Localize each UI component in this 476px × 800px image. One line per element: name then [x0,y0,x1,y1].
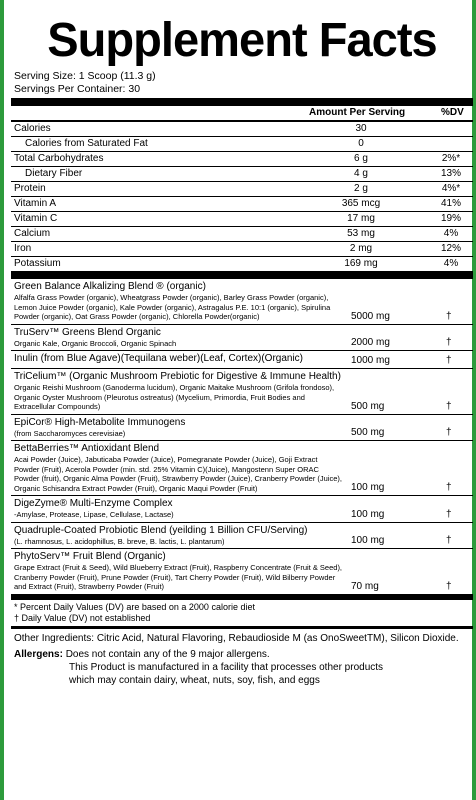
nutrient-dv: 2%* [441,153,461,164]
blend-title: TriCelium™ (Organic Mushroom Prebiotic for Digestive & Immune Health) [14,371,341,382]
nutrient-label: Dietary Fiber [25,168,83,179]
nutrient-row [11,167,473,182]
blend-title: DigeZyme® Multi-Enzyme Complex [14,498,173,509]
divider-thick [11,272,473,279]
blend-dv: † [446,400,452,412]
nutrient-row [11,257,473,272]
allergens [14,648,473,661]
nutrient-label: Total Carbohydrates [14,153,104,164]
nutrient-row [11,182,473,197]
nutrient-row [11,212,473,227]
nutrient-label: Vitamin A [14,198,57,209]
blend-ingredients: -Amylase, Protease, Lipase, Cellulase, Lactase) [14,510,174,519]
blend-ingredients: Alfalfa Grass Powder (organic), Wheatgrass Powder (organic), Barley Grass Powder (organic), Lemon Juice Powder (organic), Kale Powder (organic), Astragalus P.E. 10:1 (organic), Spirulina Powder (organic), Oat Grass Powder (organic), Chlorella Powder(organic) [14,293,331,321]
nutrient-dv: 4%* [441,183,461,194]
blend-ingredients: Grape Extract (Fruit & Seed), Wild Blueberry Extract (Fruit), Raspberry Concentrate (Fruit & Seed), Cranberry Powder (Fruit), Prune Powder (Fruit), Tart Cherry Powder (Fruit), Wild Bilberry Powder and Extract (Fruit), Strawberry Powder (Fruit) [14,563,343,591]
nutrient-amount: 30 [355,123,367,134]
blend-ingredients: Acai Powder (Juice), Jabuticaba Powder (Juice), Pomegranate Powder (Juice), Goji Extract Powder (Fruit), Acerola Powder (min. std. 25% Vitamin C)(Juice), Mangostenn Super ORAC Powder (fruit), Organic Alma Powder (Fruit), Strawberry Powder (Juice), Cranberry Powder (Juice), Organic Schisandra Extract Powder (Fruit), Organic Maqui Powder (Fruit) [14,455,343,493]
nutrient-row [11,137,473,152]
footnote-dagger: † Daily Value (DV) not established [14,612,151,623]
blend-row [11,369,473,415]
blend-dv: † [446,508,452,520]
nutrient-row [11,122,473,137]
blend-dv: † [446,482,452,493]
dv-header: %DV [441,107,464,118]
nutrient-amount: 0 [358,138,364,149]
blend-title: Inulin (from Blue Agave)(Tequilana weber)(Leaf, Cortex)(Organic) [14,353,304,364]
allergens-label: Allergens: [14,648,63,660]
blend-dv: † [446,355,452,366]
nutrient-amount: 169 mg [344,258,378,269]
supplement-facts-panel [11,0,473,687]
blend-title: Quadruple-Coated Probiotic Blend (yeilding 1 Billion CFU/Serving) [14,524,308,536]
blend-dv: † [446,337,452,348]
servings-per-container: Servings Per Container: 30 [14,83,141,95]
blend-amount: 2000 mg [351,337,390,348]
other-ingredients: Other Ingredients: Citric Acid, Natural Flavoring, Rebaudioside M (as OnoSweetTM), Silicon Dioxide. [14,632,459,644]
allergens-text: Does not contain any of the 9 major allergens. [65,648,270,660]
blend-amount: 70 mg [351,580,379,592]
blend-title: EpiCor® High-Metabolite Immunogens [14,416,186,428]
nutrient-dv: 4% [443,228,459,239]
blend-row [11,549,473,595]
nutrient-label: Vitamin C [14,213,58,224]
blend-row [11,415,473,442]
blend-ingredients: Organic Kale, Organic Broccoli, Organic Spinach [14,338,177,348]
nutrient-amount: 4 g [354,168,368,179]
blend-amount: 1000 mg [351,355,390,366]
blend-amount: 100 mg [351,508,385,520]
nutrient-dv: 13% [440,168,461,179]
nutrient-amount: 2 g [354,183,368,194]
nutrient-row [11,242,473,257]
nutrient-table [11,122,473,272]
nutrient-amount: 2 mg [349,243,373,254]
nutrient-dv: 41% [440,198,461,209]
nutrient-label: Iron [14,243,32,254]
blend-amount: 100 mg [351,535,385,546]
blend-row [11,325,473,352]
nutrient-row [11,227,473,242]
blend-title: TruServ™ Greens Blend Organic [14,326,161,338]
serving-size: Serving Size: 1 Scoop (11.3 g) [14,70,156,82]
nutrient-label: Protein [14,183,46,194]
nutrient-label: Calcium [14,228,51,239]
nutrient-row [11,197,473,212]
blend-amount: 500 mg [351,400,385,412]
nutrient-label: Calories [14,123,51,134]
blend-row [11,351,473,369]
panel-title: Supplement Facts [47,14,437,67]
nutrient-amount: 17 mg [347,213,375,224]
nutrient-amount: 6 g [354,153,368,164]
nutrient-dv: 4% [443,258,459,269]
blend-dv: † [446,535,452,546]
blend-title: Green Balance Alkalizing Blend ® (organic) [14,281,206,292]
blend-row [11,496,473,523]
blend-dv: † [446,580,452,592]
nutrient-label: Calories from Saturated Fat [25,138,148,149]
blend-title: BettaBerries™ Antioxidant Blend [14,443,160,454]
blend-ingredients: Organic Reishi Mushroom (Ganoderma lucidum), Organic Maitake Mushroom (Grifola frondoso), Organic Oyster Mushroom (Pleurotus ostreatus) (Mycelium, Primordia, Fruit Bodies and Extracellular Compounds) [14,383,335,411]
blend-row [11,523,473,550]
blend-row [11,441,473,496]
divider-thick [11,98,473,106]
blend-amount: 100 mg [351,482,385,493]
nutrient-dv: 19% [440,213,461,224]
blend-dv: † [446,310,452,322]
blend-title: PhytoServ™ Fruit Blend (Organic) [14,551,166,562]
nutrient-row [11,152,473,167]
column-header [11,106,473,122]
nutrient-dv: 12% [440,243,461,254]
blend-row [11,279,473,325]
nutrient-amount: 53 mg [347,228,375,239]
blend-list [11,279,473,595]
amount-header: Amount Per Serving [309,107,406,118]
blend-amount: 5000 mg [351,310,390,322]
blend-ingredients: (L. rhamnosus, L. acidophillus, B. breve, B. lactis, L. plantarum) [14,536,225,546]
nutrient-label: Potassium [14,258,61,269]
footnote-dv: * Percent Daily Values (DV) are based on a 2000 calorie diet [14,601,255,612]
nutrient-amount: 365 mcg [341,198,381,209]
blend-ingredients: (from Saccharomyces cerevisiae) [14,428,126,438]
facility-statement: This Product is manufactured in a facility that processes other products which may contain dairy, wheat, nuts, soy, fish, and eggs [69,661,384,686]
blend-amount: 500 mg [351,427,385,438]
blend-dv: † [446,427,452,438]
